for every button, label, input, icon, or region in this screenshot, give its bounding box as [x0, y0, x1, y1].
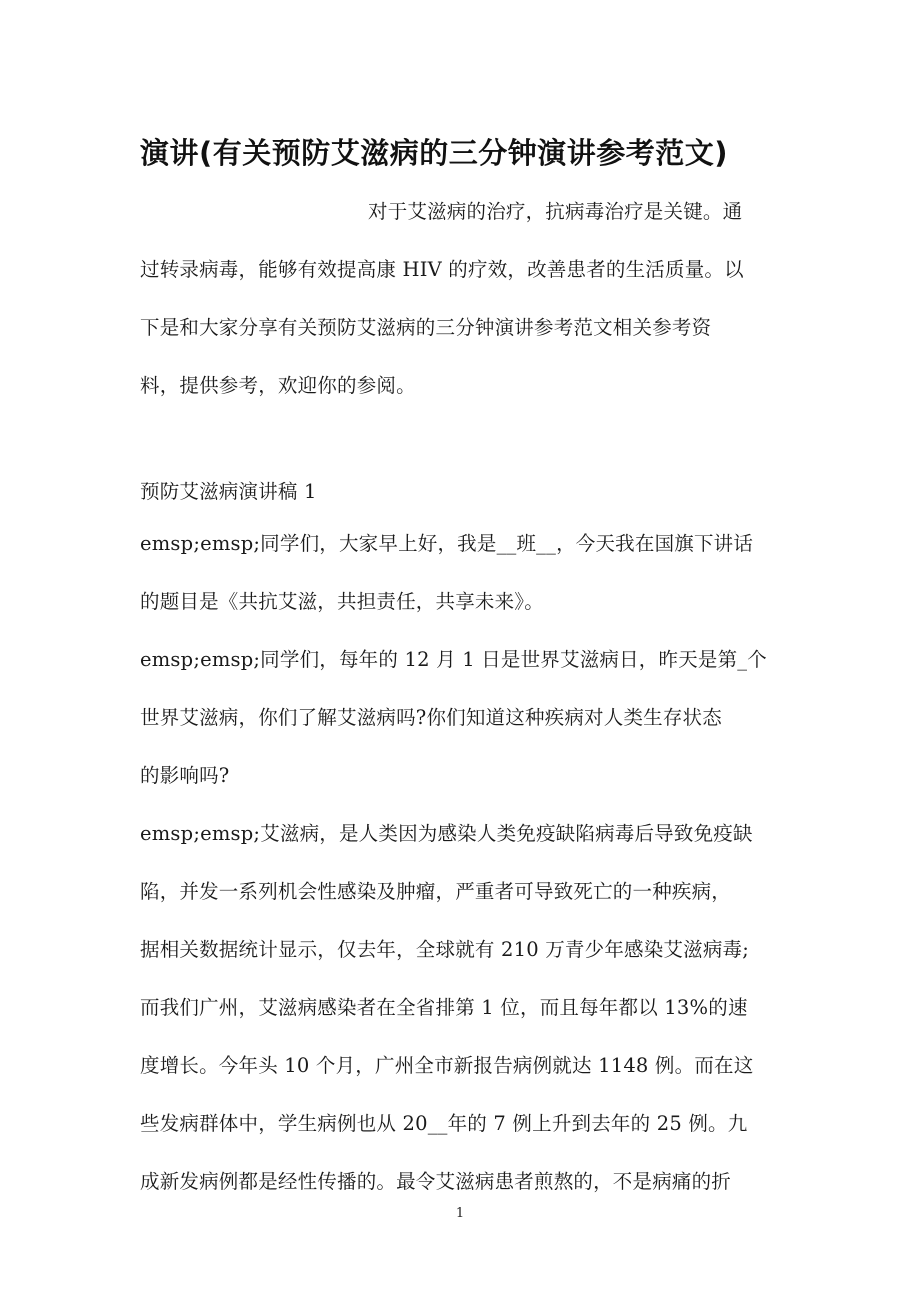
section-heading: 预防艾滋病演讲稿 1	[140, 480, 317, 503]
document-title: 演讲(有关预防艾滋病的三分钟演讲参考范文)	[140, 136, 729, 171]
paragraph-line: 陷，并发一系列机会性感染及肿瘤，严重者可导致死亡的一种疾病，	[140, 880, 732, 903]
paragraph-line: 料，提供参考，欢迎你的参阅。	[140, 374, 416, 397]
page-number: 1	[455, 1206, 465, 1221]
paragraph-line: 的影响吗?	[140, 764, 230, 787]
paragraph-line: 下是和大家分享有关预防艾滋病的三分钟演讲参考范文相关参考资	[140, 316, 712, 339]
paragraph-line: 世界艾滋病，你们了解艾滋病吗?你们知道这种疾病对人类生存状态	[140, 706, 722, 729]
paragraph-line: 据相关数据统计显示，仅去年，全球就有 210 万青少年感染艾滋病毒;	[140, 938, 749, 961]
paragraph-line: emsp;emsp;艾滋病，是人类因为感染人类免疫缺陷病毒后导致免疫缺	[140, 822, 753, 845]
paragraph-line: 而我们广州，艾滋病感染者在全省排第 1 位，而且每年都以 13%的速	[140, 996, 748, 1019]
paragraph-line: emsp;emsp;同学们，每年的 12 月 1 日是世界艾滋病日，昨天是第_个	[140, 648, 767, 671]
paragraph-line: 度增长。今年头 10 个月，广州全市新报告病例就达 1148 例。而在这	[140, 1054, 754, 1077]
paragraph-line: 对于艾滋病的治疗，抗病毒治疗是关键。通	[368, 200, 743, 223]
paragraph-line: 些发病群体中，学生病例也从 20__年的 7 例上升到去年的 25 例。九	[140, 1112, 748, 1135]
paragraph-line: emsp;emsp;同学们，大家早上好，我是__班__，今天我在国旗下讲话	[140, 532, 754, 555]
paragraph-line: 成新发病例都是经性传播的。最令艾滋病患者煎熬的，不是病痛的折	[140, 1170, 732, 1193]
paragraph-line: 的题目是《共抗艾滋，共担责任，共享未来》。	[140, 590, 544, 613]
paragraph-line: 过转录病毒，能够有效提高康 HIV 的疗效，改善患者的生活质量。以	[140, 258, 744, 281]
